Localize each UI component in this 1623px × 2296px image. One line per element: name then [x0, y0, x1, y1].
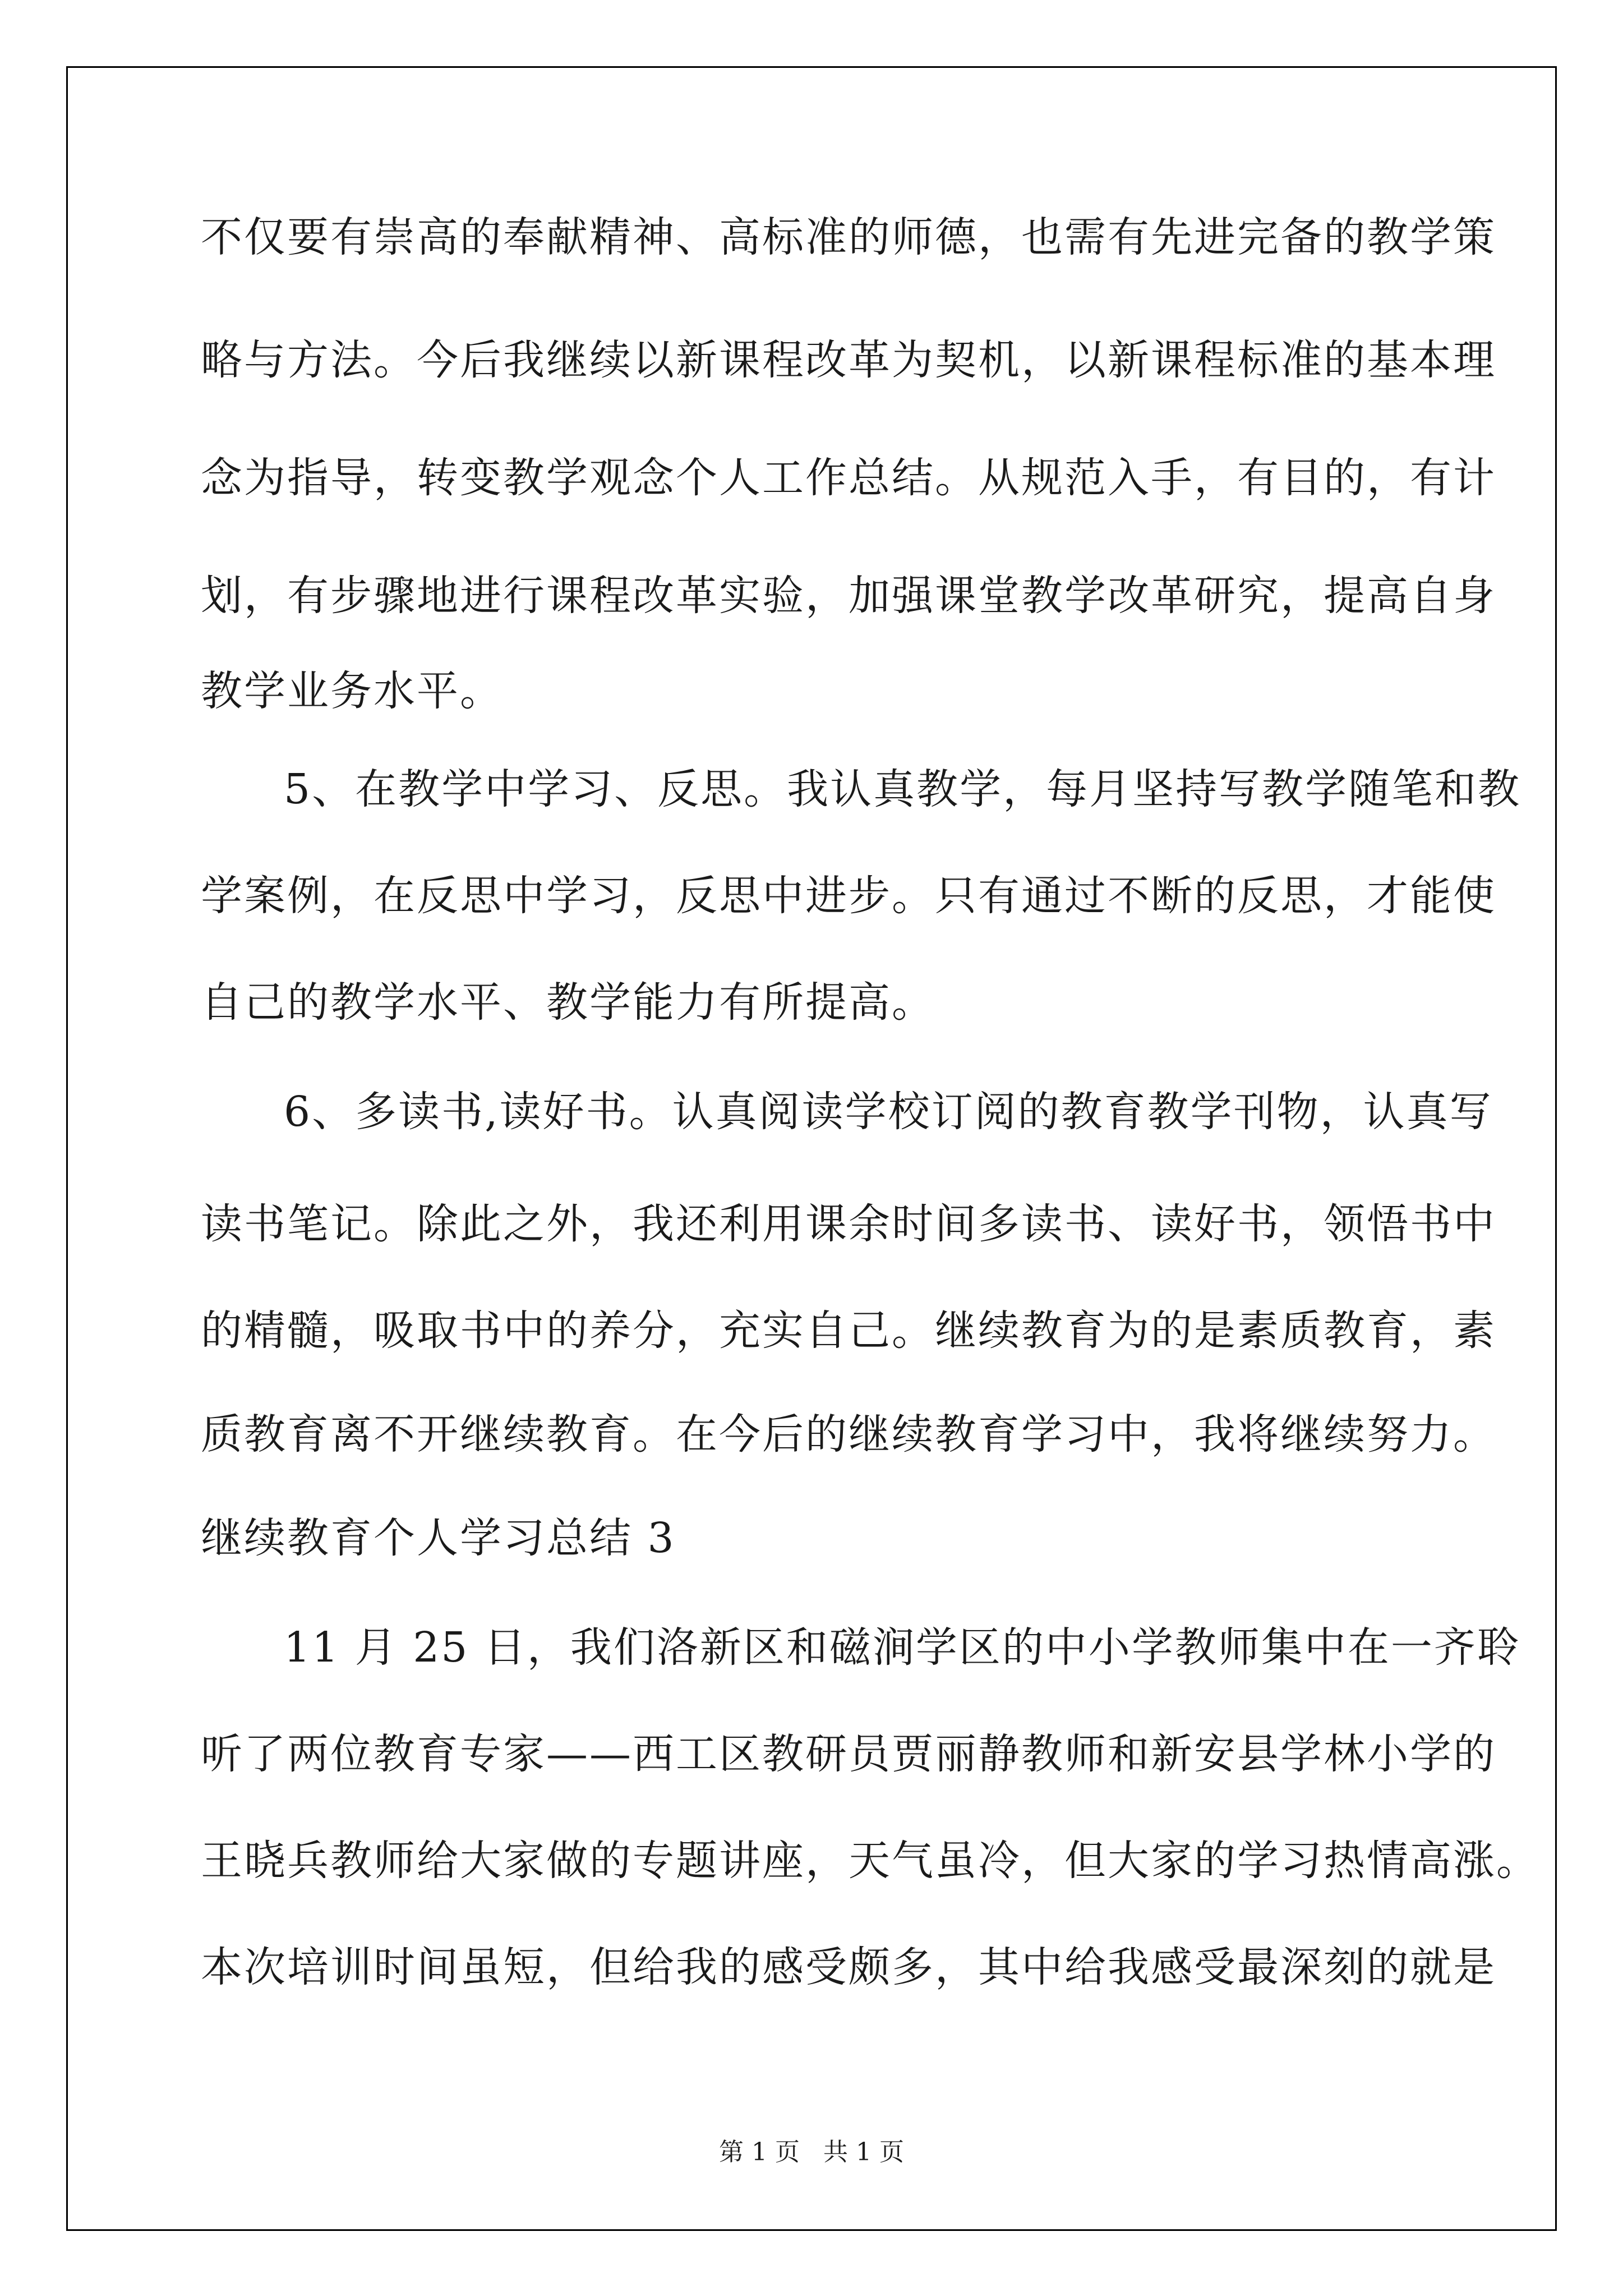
- page-border: [66, 66, 1557, 2231]
- text-line: 略与方法。今后我继续以新课程改革为契机，以新课程标准的基本理: [201, 336, 1496, 384]
- text-line: 本次培训时间虽短，但给我的感受颇多，其中给我感受最深刻的就是: [201, 1943, 1496, 1991]
- paragraph-first-line: 11 月 25 日，我们洛新区和磁涧学区的中小学教师集中在一齐聆: [284, 1623, 1520, 1672]
- text-line: 读书笔记。除此之外，我还利用课余时间多读书、读好书，领悟书中: [201, 1200, 1496, 1248]
- text-line: 听了两位教育专家——西工区教研员贾丽静教师和新安县学林小学的: [201, 1730, 1496, 1778]
- text-line: 不仅要有崇高的奉献精神、高标准的师德，也需有先进完备的教学策: [201, 213, 1496, 261]
- text-line: 教学业务水平。: [201, 667, 503, 715]
- text-line: 划，有步骤地进行课程改革实验，加强课堂教学改革研究，提高自身: [201, 572, 1496, 620]
- page-number-footer: 第 1 页 共 1 页: [719, 2138, 904, 2166]
- text-line: 王晓兵教师给大家做的专题讲座，天气虽冷，但大家的学习热情高涨。: [201, 1837, 1539, 1885]
- text-line: 的精髓，吸取书中的养分，充实自己。继续教育为的是素质教育，素: [201, 1306, 1496, 1355]
- text-line: 自己的教学水平、教学能力有所提高。: [201, 978, 935, 1027]
- text-line: 念为指导，转变教学观念个人工作总结。从规范入手，有目的，有计: [201, 454, 1496, 502]
- paragraph-first-line: 6、多读书,读好书。认真阅读学校订阅的教育教学刊物，认真写: [284, 1088, 1493, 1136]
- text-line: 学案例，在反思中学习，反思中进步。只有通过不断的反思，才能使: [201, 872, 1496, 920]
- text-line: 质教育离不开继续教育。在今后的继续教育学习中，我将继续努力。: [201, 1410, 1496, 1458]
- paragraph-first-line: 5、在教学中学习、反思。我认真教学，每月坚持写教学随笔和教: [284, 765, 1521, 813]
- section-heading: 继续教育个人学习总结 3: [201, 1514, 676, 1562]
